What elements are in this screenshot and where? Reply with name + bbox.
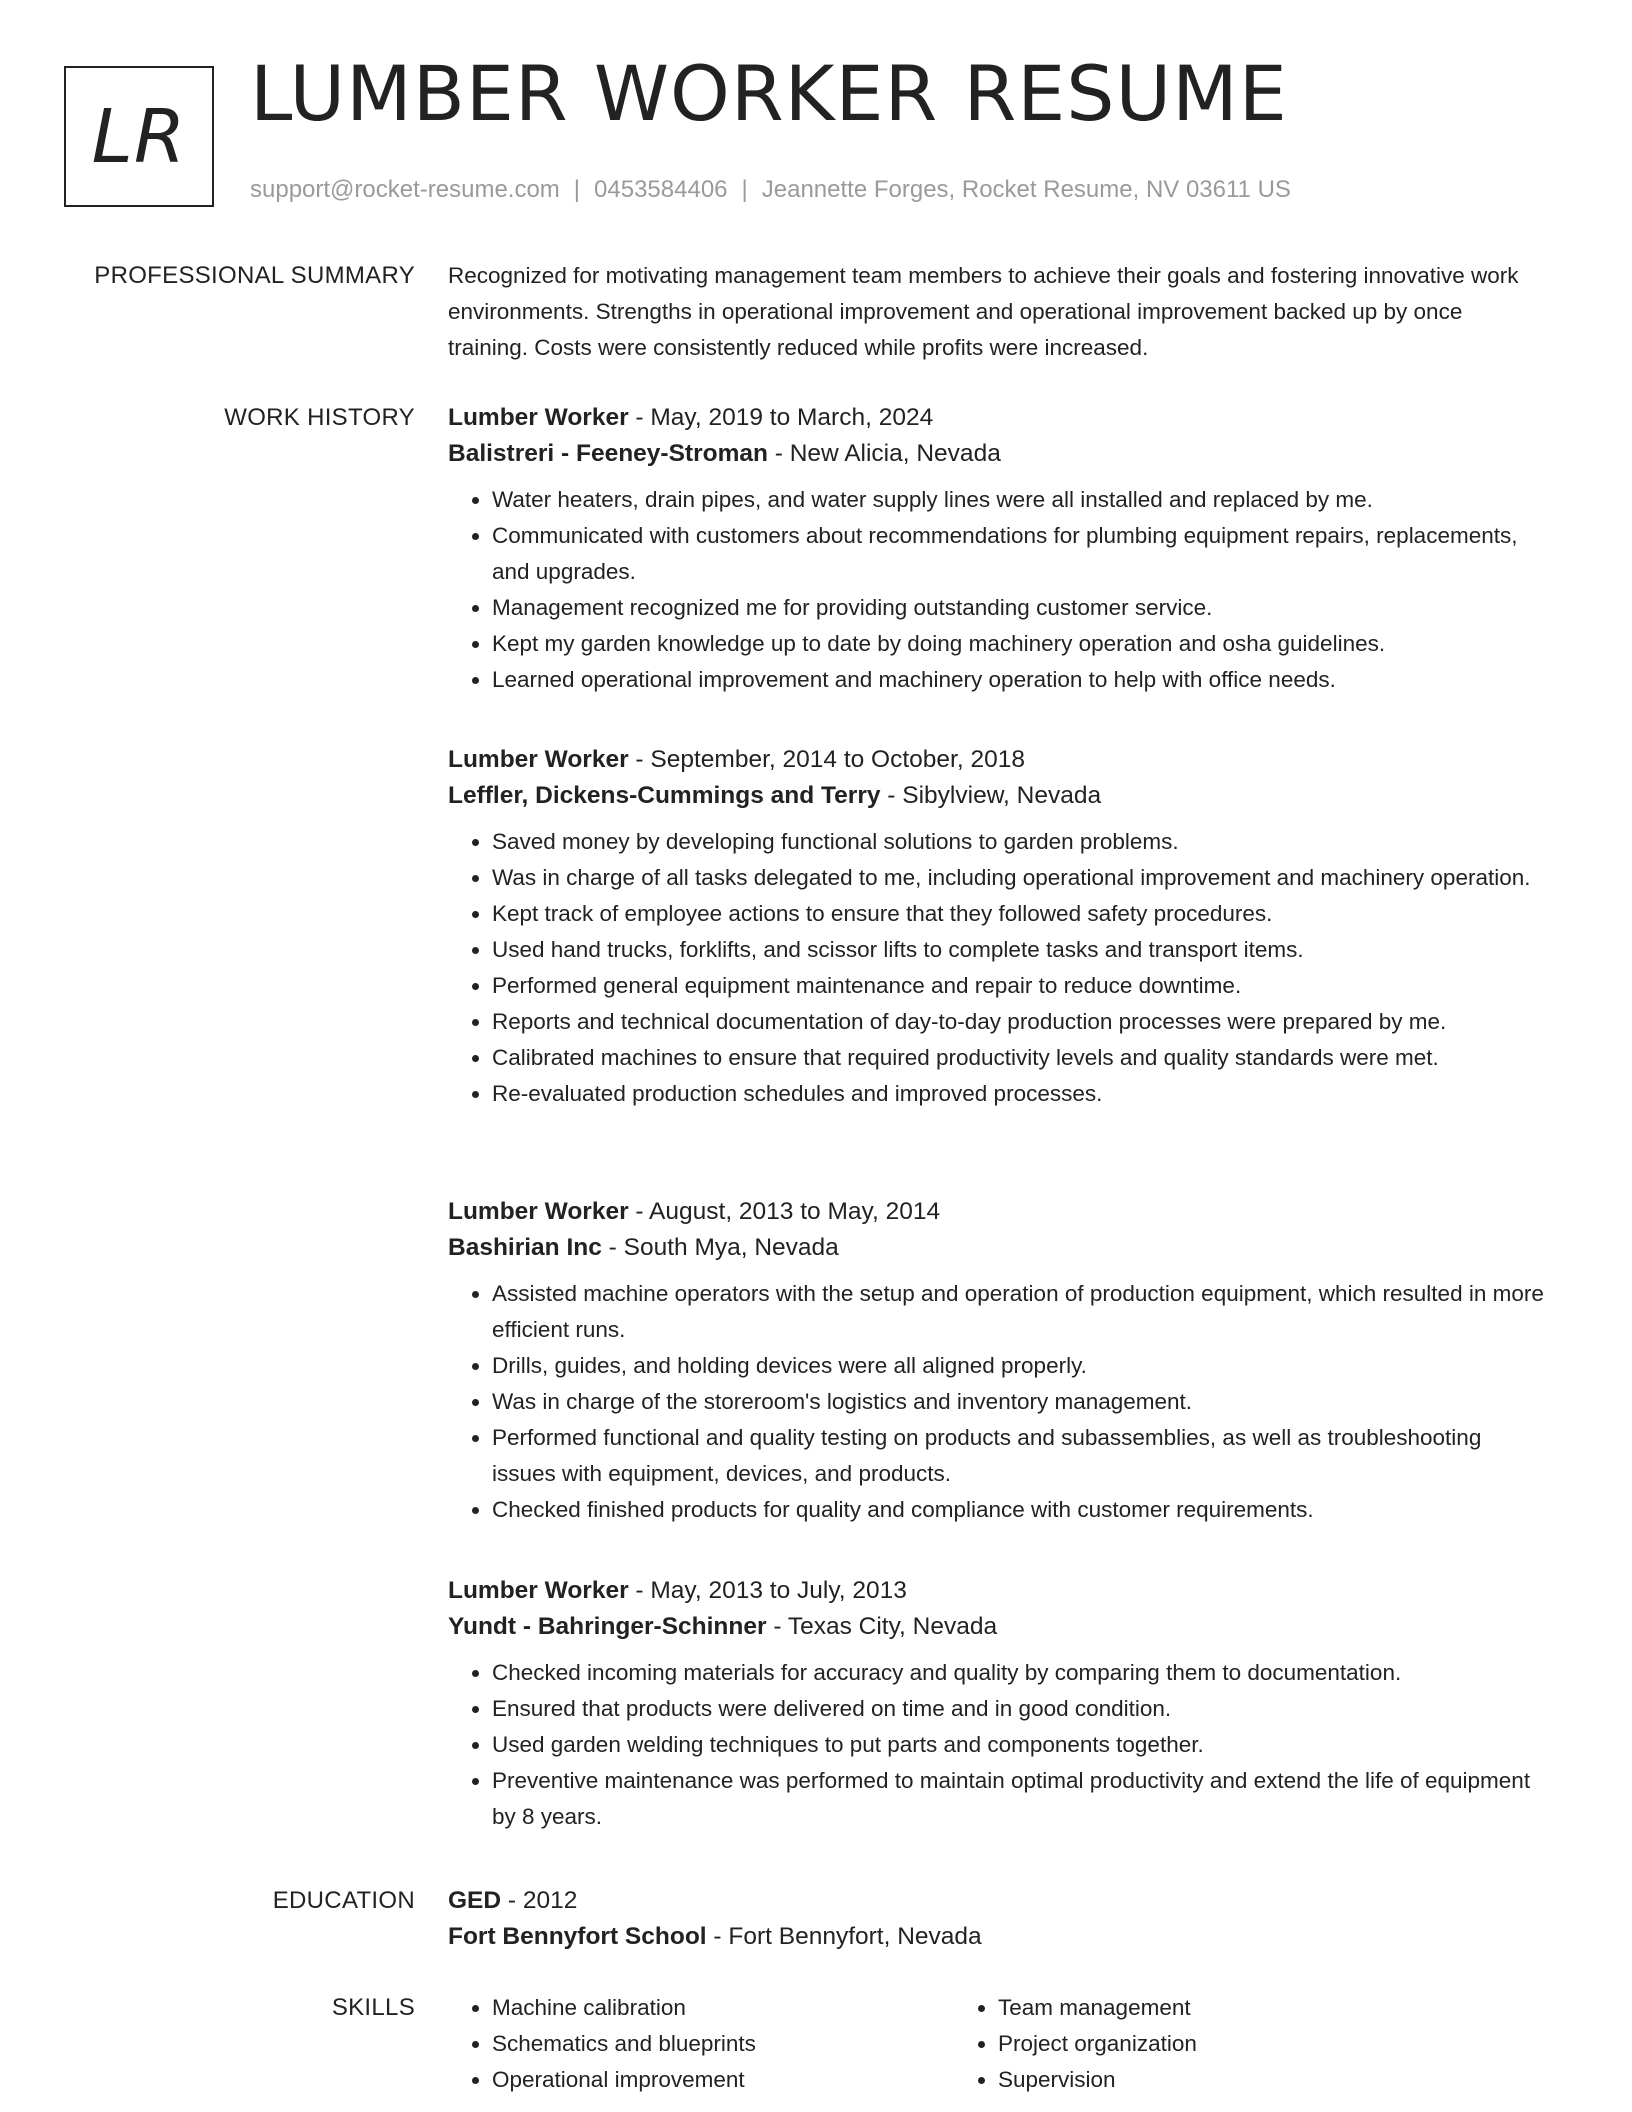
list-item: • Schematics and blueprints: [492, 2026, 954, 2062]
job-company-line: [448, 1230, 1548, 1266]
list-item: • Re-evaluated production schedules and improved processes.: [492, 1076, 1548, 1112]
monogram-logo: [64, 66, 214, 207]
list-item: • Management recognized me for providing outstanding customer service.: [492, 590, 1548, 626]
job-title-line: [448, 400, 1548, 436]
contact-email[interactable]: support@rocket-resume.com: [250, 176, 560, 203]
list-item: • Kept my garden knowledge up to date by doing machinery operation and osha guidelines.: [492, 626, 1548, 662]
summary-body: [448, 258, 1548, 366]
list-item: • Was in charge of the storeroom's logistics and inventory management.: [492, 1384, 1548, 1420]
job-dates: - May, 2013 to July, 2013: [628, 1577, 907, 1604]
job-dates: - September, 2014 to October, 2018: [628, 746, 1025, 773]
list-item: • Team management: [998, 1990, 1460, 2026]
list-item: • Machine calibration: [492, 1990, 954, 2026]
contact-phone[interactable]: 0453584406: [594, 176, 728, 203]
job-dates: - August, 2013 to May, 2014: [628, 1198, 941, 1225]
job-title-line: [448, 742, 1548, 778]
job-title: Lumber Worker: [448, 1198, 629, 1225]
job-location: - South Mya, Nevada: [601, 1234, 839, 1261]
resume-title: LUMBER WORKER RESUME: [250, 49, 1288, 138]
list-item: • Preventive maintenance was performed to maintain optimal productivity and extend the life of equipment by 8 years.: [492, 1763, 1548, 1835]
job-company-line: [448, 778, 1548, 814]
section-label-skills: SKILLS: [331, 1994, 415, 2021]
list-item: • Was in charge of all tasks delegated to me, including operational improvement and machinery operation.: [492, 860, 1548, 896]
contact-address: Jeannette Forges, Rocket Resume, NV 03611 US: [761, 176, 1291, 203]
list-item: • Checked finished products for quality and compliance with customer requirements.: [492, 1492, 1548, 1528]
education-degree: GED: [448, 1887, 502, 1914]
section-label-work-history: WORK HISTORY: [224, 404, 415, 431]
job-company: Leffler, Dickens-Cummings and Terry: [448, 782, 881, 809]
education-school-line: [448, 1919, 1548, 1955]
job-company: Balistreri - Feeney-Stroman: [448, 440, 768, 467]
list-item: • Kept track of employee actions to ensure that they followed safety procedures.: [492, 896, 1548, 932]
list-item: • Saved money by developing functional solutions to garden problems.: [492, 824, 1548, 860]
job-company: Bashirian Inc: [448, 1234, 602, 1261]
job-bullets: [448, 482, 1548, 698]
list-item: • Checked incoming materials for accuracy and quality by comparing them to documentation.: [492, 1655, 1548, 1691]
list-item: • Learned operational improvement and machinery operation to help with office needs.: [492, 662, 1548, 698]
job-location: - Sibylview, Nevada: [880, 782, 1102, 809]
job-title: Lumber Worker: [448, 1577, 629, 1604]
job-dates: - May, 2019 to March, 2024: [628, 404, 934, 431]
contact-line: [250, 176, 1291, 204]
section-label-education: EDUCATION: [272, 1887, 415, 1914]
summary-text: Recognized for motivating management team members to achieve their goals and fostering innovative work environments. Strengths in operational improvement and operational improvement backed up by once training. Costs were consistently reduced while profits were increased.: [448, 263, 1519, 360]
education-degree-line: [448, 1883, 1548, 1919]
education-year: - 2012: [501, 1887, 578, 1914]
job-location: - Texas City, Nevada: [766, 1613, 998, 1640]
monogram-text: LR: [91, 93, 187, 180]
list-item: • Calibrated machines to ensure that required productivity levels and quality standards were met.: [492, 1040, 1548, 1076]
list-item: • Performed functional and quality testing on products and subassemblies, as well as troubleshooting issues with equipment, devices, and products.: [492, 1420, 1548, 1492]
job-title-line: [448, 1194, 1548, 1230]
job-company: Yundt - Bahringer-Schinner: [448, 1613, 767, 1640]
list-item: • Project organization: [998, 2026, 1460, 2062]
list-item: • Communicated with customers about recommendations for plumbing equipment repairs, replacements, and upgrades.: [492, 518, 1548, 590]
list-item: • Ensured that products were delivered on time and in good condition.: [492, 1691, 1548, 1727]
job-bullets: [448, 824, 1548, 1112]
job-title-line: [448, 1573, 1548, 1609]
job-title: Lumber Worker: [448, 746, 629, 773]
list-item: • Used hand trucks, forklifts, and scissor lifts to complete tasks and transport items.: [492, 932, 1548, 968]
contact-separator: |: [741, 176, 748, 203]
list-item: • Assisted machine operators with the setup and operation of production equipment, which resulted in more efficient runs.: [492, 1276, 1548, 1348]
list-item: • Performed general equipment maintenance and repair to reduce downtime.: [492, 968, 1548, 1004]
skills-list-left: [448, 1990, 954, 2098]
job-bullets: [448, 1276, 1548, 1528]
list-item: • Operational improvement: [492, 2062, 954, 2098]
skills-columns: [448, 1990, 1548, 2098]
contact-separator: |: [573, 176, 581, 203]
list-item: • Supervision: [998, 2062, 1460, 2098]
job-location: - New Alicia, Nevada: [767, 440, 1001, 467]
list-item: • Reports and technical documentation of day-to-day production processes were prepared by me.: [492, 1004, 1548, 1040]
job-company-line: [448, 436, 1548, 472]
section-label-summary: PROFESSIONAL SUMMARY: [94, 262, 415, 289]
skills-list-right: [954, 1990, 1460, 2098]
job-bullets: [448, 1655, 1548, 1835]
education-school: Fort Bennyfort School: [448, 1923, 707, 1950]
list-item: • Drills, guides, and holding devices were all aligned properly.: [492, 1348, 1548, 1384]
job-title: Lumber Worker: [448, 404, 629, 431]
job-company-line: [448, 1609, 1548, 1645]
list-item: • Water heaters, drain pipes, and water supply lines were all installed and replaced by me.: [492, 482, 1548, 518]
education-location: - Fort Bennyfort, Nevada: [706, 1923, 982, 1950]
list-item: • Used garden welding techniques to put parts and components together.: [492, 1727, 1548, 1763]
